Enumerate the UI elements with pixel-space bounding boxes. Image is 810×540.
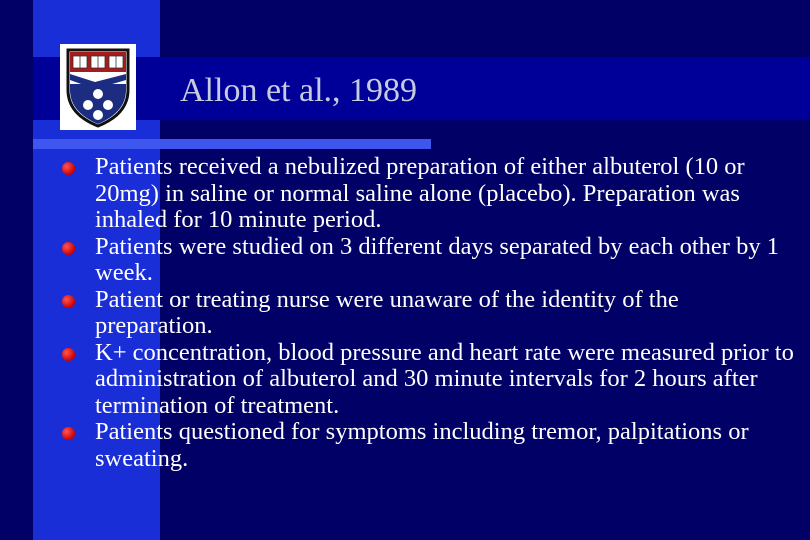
- bullet-item: [62, 234, 802, 287]
- bullet-text: Patients were studied on 3 different days separated by each other by 1 week.: [95, 232, 779, 286]
- title-band: [33, 57, 810, 120]
- bullet-dot-icon: [62, 242, 75, 255]
- bullet-text: Patients received a nebulized preparation of either albuterol (10 or 20mg) in saline or normal saline alone (placebo). Preparation was inhaled for 10 minute period.: [95, 153, 745, 233]
- bullet-list: [62, 154, 802, 472]
- university-shield-crest-icon: [60, 44, 136, 130]
- bullet-dot-icon: [62, 348, 75, 361]
- bullet-dot-icon: [62, 427, 75, 440]
- bullet-text: K+ concentration, blood pressure and heart rate were measured prior to administration of albuterol and 30 minute intervals for 2 hours after termination of treatment.: [95, 338, 794, 419]
- bullet-dot-icon: [62, 295, 75, 308]
- slide-title: Allon et al., 1989: [180, 72, 418, 109]
- bullet-item: [62, 340, 802, 420]
- title-underline-bar: [33, 139, 431, 149]
- bullet-item: [62, 419, 802, 472]
- bullet-item: [62, 287, 802, 340]
- bullet-dot-icon: [62, 162, 75, 175]
- bullet-text: Patient or treating nurse were unaware of the identity of the preparation.: [95, 285, 679, 339]
- bullet-text: Patients questioned for symptoms including tremor, palpitations or sweating.: [95, 418, 749, 472]
- bullet-item: [62, 154, 802, 234]
